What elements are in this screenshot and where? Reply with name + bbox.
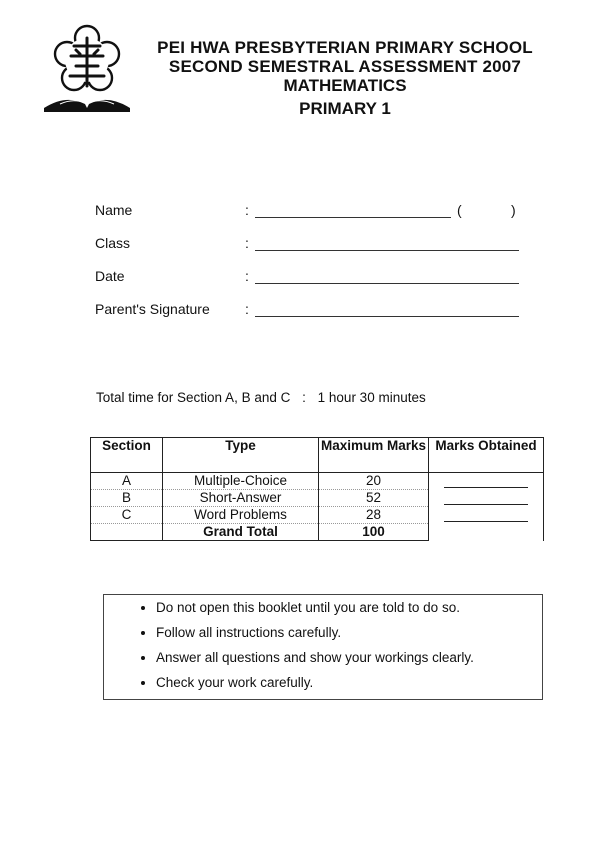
row-type: Word Problems xyxy=(163,507,319,524)
name-input-line[interactable] xyxy=(255,217,451,218)
signature-colon: : xyxy=(245,301,249,317)
marks-obtained-cell[interactable] xyxy=(429,473,544,541)
obtained-line xyxy=(444,487,528,488)
class-field-row xyxy=(95,235,535,268)
header-section: Section xyxy=(91,438,163,473)
date-label: Date xyxy=(95,268,125,284)
header xyxy=(130,38,560,120)
date-field-row xyxy=(95,268,535,301)
row-max: 28 xyxy=(319,507,429,524)
signature-input-line[interactable] xyxy=(255,316,519,317)
row-section: B xyxy=(91,490,163,507)
name-label: Name xyxy=(95,202,133,218)
instruction-item: • Follow all instructions carefully. xyxy=(156,624,542,649)
level-title: PRIMARY 1 xyxy=(299,99,391,118)
subject-title: MATHEMATICS xyxy=(283,76,407,95)
grand-total-label: Grand Total xyxy=(163,524,319,541)
obtained-line xyxy=(444,521,528,522)
row-section: A xyxy=(91,473,163,490)
header-type: Type xyxy=(163,438,319,473)
register-no-open-paren: ( xyxy=(457,202,462,218)
signature-label: Parent's Signature xyxy=(95,301,210,317)
total-section-blank xyxy=(91,524,163,541)
obtained-line xyxy=(444,504,528,505)
instructions-box xyxy=(103,594,543,700)
class-colon: : xyxy=(245,235,249,251)
header-max-marks: Maximum Marks xyxy=(319,438,429,473)
table-row xyxy=(91,473,544,490)
time-separator: : xyxy=(302,390,306,405)
row-section: C xyxy=(91,507,163,524)
register-no-close-paren: ) xyxy=(511,202,516,218)
school-logo xyxy=(40,24,134,116)
school-name: PEI HWA PRESBYTERIAN PRIMARY SCHOOL xyxy=(157,38,533,57)
date-colon: : xyxy=(245,268,249,284)
assessment-title: SECOND SEMESTRAL ASSESSMENT 2007 xyxy=(168,57,522,76)
header-marks-obtained: Marks Obtained xyxy=(429,438,544,473)
instruction-item: • Check your work carefully. xyxy=(156,674,542,699)
class-label: Class xyxy=(95,235,131,251)
name-colon: : xyxy=(245,202,249,218)
name-field-row xyxy=(95,202,535,235)
row-type: Multiple-Choice xyxy=(163,473,319,490)
instruction-item: • Do not open this booklet until you are told to do so. xyxy=(156,599,542,624)
time-label: Total time for Section A, B and C xyxy=(96,390,291,405)
row-max: 52 xyxy=(319,490,429,507)
date-input-line[interactable] xyxy=(255,283,519,284)
row-max: 20 xyxy=(319,473,429,490)
student-details xyxy=(95,202,535,334)
marks-table xyxy=(90,437,544,541)
time-value: 1 hour 30 minutes xyxy=(317,390,426,405)
marks-table-header xyxy=(91,438,544,473)
grand-total-max: 100 xyxy=(319,524,429,541)
row-type: Short-Answer xyxy=(163,490,319,507)
class-input-line[interactable] xyxy=(255,250,519,251)
total-time xyxy=(96,390,426,405)
instruction-item: • Answer all questions and show your workings clearly. xyxy=(156,649,542,674)
signature-field-row xyxy=(95,301,535,334)
